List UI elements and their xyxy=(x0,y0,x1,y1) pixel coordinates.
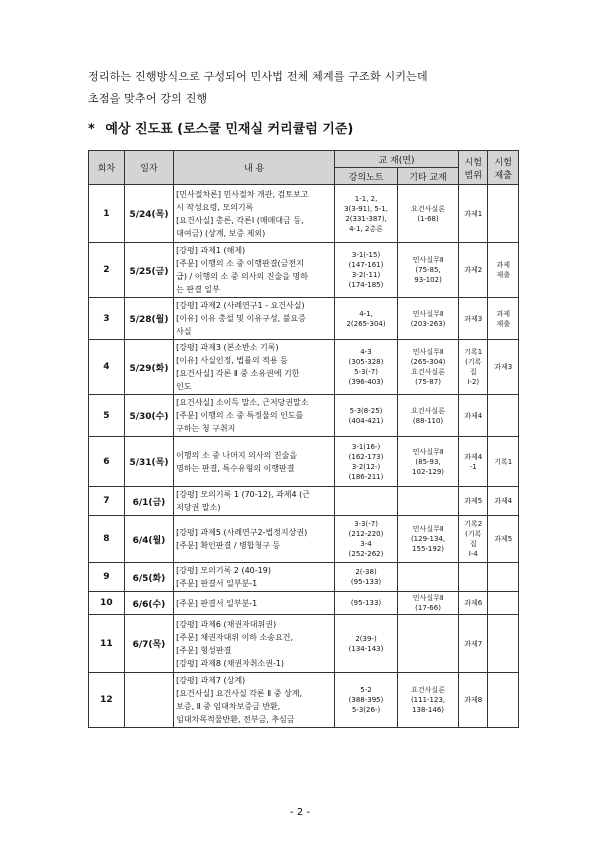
table-row xyxy=(89,395,519,437)
cell-lecture-notes xyxy=(334,487,397,516)
cell-lecture-notes-line: (404-421) xyxy=(348,416,384,425)
cell-content-line: 는 판결 일부 xyxy=(176,285,220,294)
cell-content-line: 보증, Ⅱ 중 임대차보증금 반환, xyxy=(176,702,281,711)
cell-exam-range xyxy=(459,592,488,615)
cell-lecture-notes-line: 3-1(16-) xyxy=(351,442,381,451)
table-row xyxy=(89,487,519,516)
cell-content xyxy=(174,516,335,563)
cell-other-materials-line: 요건사실론 xyxy=(411,204,445,213)
cell-lecture-notes xyxy=(334,437,397,487)
section-title: 예상 진도표 (로스쿨 민재실 커리큘럼 기준) xyxy=(105,122,354,137)
cell-lecture-notes-line: 5-3(26-) xyxy=(351,706,381,714)
cell-exam-range xyxy=(459,487,488,516)
cell-other-materials xyxy=(398,592,459,615)
table-row xyxy=(89,437,519,487)
cell-lecture-notes-line: 5-2 xyxy=(360,686,372,694)
cell-lecture-notes-line: 2(265-304) xyxy=(346,319,386,328)
cell-lecture-notes-line: 3-2(-11) xyxy=(351,271,381,279)
cell-content-line: 급) / 이행의 소 중 의사의 진술을 명하 xyxy=(176,272,308,281)
cell-lecture-notes-line: 3(3-91), 5-1, xyxy=(344,204,388,213)
cell-exam-range xyxy=(459,185,488,243)
cell-other-materials-line: 요건사실론 xyxy=(411,686,445,694)
cell-exam-submit xyxy=(488,563,519,592)
cell-content xyxy=(174,592,335,615)
cell-exam-range-line: 과제6 xyxy=(464,599,483,607)
cell-content-line: [강평] 모의기록 1 (70-12), 과제4 (근 xyxy=(176,490,310,499)
cell-lecture-notes xyxy=(334,516,397,563)
cell-lecture-notes-line: (95-133) xyxy=(350,578,382,586)
cell-lecture-notes-line: (95-133) xyxy=(350,599,382,607)
cell-exam-submit xyxy=(488,298,519,340)
cell-exam-range-line: 과제1 xyxy=(464,209,483,218)
table-row xyxy=(89,298,519,340)
cell-other-materials-line: 요건사실론 xyxy=(411,368,445,376)
cell-other-materials-line: (265-304) xyxy=(410,358,446,366)
cell-num: 3 xyxy=(89,298,125,340)
cell-other-materials xyxy=(398,185,459,243)
cell-exam-submit xyxy=(488,395,519,437)
cell-num: 10 xyxy=(89,592,125,615)
cell-exam-range-line: 집 xyxy=(469,368,477,376)
cell-date: 6/5(화) xyxy=(124,563,173,592)
cell-content xyxy=(174,487,335,516)
cell-exam-range xyxy=(459,298,488,340)
cell-content-line: [강평] 과제6 (채권자대위권) xyxy=(176,619,277,629)
cell-other-materials-line: 민사실무Ⅱ xyxy=(412,594,444,602)
cell-exam-range-line: 과제4 xyxy=(464,452,483,461)
cell-content xyxy=(174,340,335,395)
cell-lecture-notes-line: (212-220) xyxy=(348,530,384,538)
cell-other-materials-line: (111-123, xyxy=(410,696,446,704)
cell-other-materials-line: (85-93, xyxy=(415,457,441,466)
cell-lecture-notes-line: (305-328) xyxy=(348,358,384,366)
cell-content-line: [주문] 이행의 소 중 특정물의 인도를 xyxy=(176,411,304,420)
cell-other-materials xyxy=(398,563,459,592)
cell-lecture-notes xyxy=(334,592,397,615)
cell-content-line: [주문] 판결서 일부분-1 xyxy=(176,598,258,608)
cell-lecture-notes-line: (147-161) xyxy=(348,261,384,269)
cell-exam-range-line: 과제7 xyxy=(464,639,483,648)
cell-exam-range xyxy=(459,563,488,592)
intro-paragraph xyxy=(88,66,548,110)
cell-other-materials-line: (75-85, xyxy=(415,266,441,274)
cell-lecture-notes-line: (252-262) xyxy=(348,550,384,558)
cell-content xyxy=(174,615,335,673)
cell-other-materials-line: 민사실무Ⅱ xyxy=(412,256,444,264)
cell-other-materials-line: (17-66) xyxy=(415,604,441,612)
cell-lecture-notes-line: 4-1, 2총론 xyxy=(349,224,383,233)
cell-content-line: [이유] 이유 총설 및 이유구성, 불요증 xyxy=(176,314,306,323)
cell-other-materials xyxy=(398,615,459,673)
cell-content-line: 임대차목적물반환, 전부금, 추심금 xyxy=(176,715,295,724)
cell-content-line: [강평] 과제5 (사례연구2-법정지상권) xyxy=(176,528,308,537)
cell-exam-submit xyxy=(488,592,519,615)
table-row xyxy=(89,185,519,243)
cell-num: 8 xyxy=(89,516,125,563)
cell-lecture-notes-line: 1-1, 2, xyxy=(354,194,378,203)
cell-content xyxy=(174,673,335,728)
cell-content-line: 저당권 말소) xyxy=(176,503,221,512)
cell-other-materials-line: (1-68) xyxy=(417,214,439,223)
header-exam-submit: 시험제출 xyxy=(488,151,519,185)
cell-date: 6/7(목) xyxy=(124,615,173,673)
cell-num: 11 xyxy=(89,615,125,673)
cell-other-materials xyxy=(398,340,459,395)
cell-content xyxy=(174,298,335,340)
header-lecture-notes: 강의노트 xyxy=(334,168,397,185)
cell-lecture-notes-line: (186-211) xyxy=(348,472,384,481)
cell-lecture-notes-line: (388-395) xyxy=(348,696,384,704)
cell-content-line: 대여금) (상계, 보증 제외) xyxy=(176,228,266,238)
cell-num: 4 xyxy=(89,340,125,395)
cell-exam-range-line: Ⅰ-4 xyxy=(468,550,478,558)
cell-content-line: 인도 xyxy=(176,382,192,391)
cell-other-materials-line: 102-129) xyxy=(412,467,445,476)
asterisk-icon: * xyxy=(88,122,95,137)
cell-content-line: 시 작성요령, 모의기록 xyxy=(176,202,254,212)
cell-lecture-notes-line: 3-1(-15) xyxy=(351,251,381,259)
cell-content-line: [요건사실] 소이득 말소, 근저당권말소 xyxy=(176,398,309,407)
cell-num: 2 xyxy=(89,243,125,298)
cell-exam-range-line: (기록 xyxy=(465,358,482,366)
cell-num: 5 xyxy=(89,395,125,437)
table-row xyxy=(89,340,519,395)
cell-exam-range-line: 기록2 xyxy=(464,520,483,528)
cell-exam-submit-line: 과제4 xyxy=(494,497,513,505)
cell-lecture-notes xyxy=(334,615,397,673)
cell-exam-range-line: 과제8 xyxy=(464,696,483,704)
cell-content-line: [주문] 판결서 일부분-1 xyxy=(176,579,258,588)
table-row xyxy=(89,563,519,592)
cell-lecture-notes xyxy=(334,185,397,243)
cell-content-line: [주문] 이행의 소 중 이행판결(금전지 xyxy=(176,259,304,268)
cell-lecture-notes-line: 3-2(12-) xyxy=(351,462,381,471)
cell-content xyxy=(174,563,335,592)
cell-other-materials-line: 민사실무Ⅱ xyxy=(412,525,444,533)
cell-other-materials-line: 요건사실론 xyxy=(411,406,445,415)
cell-content-line: [강평] 과제7 (상계) xyxy=(176,676,246,685)
cell-exam-range xyxy=(459,243,488,298)
cell-lecture-notes-line: 3-3(-7) xyxy=(354,520,378,528)
cell-exam-range xyxy=(459,673,488,728)
schedule-table xyxy=(88,150,519,728)
cell-other-materials xyxy=(398,243,459,298)
cell-num: 6 xyxy=(89,437,125,487)
cell-content-line: [요건사실] 각론 Ⅱ 중 소유권에 기한 xyxy=(176,369,300,378)
cell-content-line: [주문] 확인판결 / 병합청구 등 xyxy=(176,541,281,550)
cell-lecture-notes-line: (162-173) xyxy=(348,452,384,461)
cell-exam-range-line: 집 xyxy=(469,540,477,548)
cell-content-line: [요건사실] 총론, 각론Ⅰ (매매대금 등, xyxy=(176,215,304,225)
cell-other-materials-line: 138-146) xyxy=(412,706,445,714)
table-row xyxy=(89,673,519,728)
cell-num: 9 xyxy=(89,563,125,592)
cell-exam-range-line: 과제3 xyxy=(464,314,483,323)
cell-lecture-notes xyxy=(334,298,397,340)
table-row xyxy=(89,592,519,615)
cell-content-line: [주문] 형성판결 xyxy=(176,645,232,655)
cell-lecture-notes-line: 5-3(8-25) xyxy=(349,406,383,415)
cell-exam-submit xyxy=(488,516,519,563)
cell-date: 5/29(화) xyxy=(124,340,173,395)
cell-lecture-notes-line: 2(39-) xyxy=(355,634,377,643)
cell-content xyxy=(174,185,335,243)
cell-other-materials-line: (88-110) xyxy=(412,416,444,425)
cell-content xyxy=(174,437,335,487)
cell-exam-range-line: 과제2 xyxy=(464,266,483,274)
header-content: 내 용 xyxy=(174,151,335,185)
cell-date: 6/6(수) xyxy=(124,592,173,615)
cell-exam-submit-line: 과제5 xyxy=(494,535,513,543)
cell-other-materials-line: 민사실무Ⅱ xyxy=(412,309,444,318)
cell-lecture-notes-line: 4-1, xyxy=(359,309,373,318)
cell-date: 5/25(금) xyxy=(124,243,173,298)
table-row xyxy=(89,243,519,298)
table-header-row xyxy=(89,151,519,168)
cell-lecture-notes-line: 4-3 xyxy=(360,348,372,356)
cell-exam-range xyxy=(459,516,488,563)
cell-exam-range-line: (기록 xyxy=(465,530,482,538)
cell-lecture-notes-line: 2(-38) xyxy=(355,568,377,576)
cell-content-line: 구하는 청 구취지 xyxy=(176,424,236,433)
header-other-materials: 기타 교재 xyxy=(398,168,459,185)
cell-exam-submit xyxy=(488,340,519,395)
cell-exam-range-line: 과제5 xyxy=(464,497,483,505)
cell-content xyxy=(174,395,335,437)
cell-other-materials-line: 155-192) xyxy=(412,545,445,553)
cell-exam-submit xyxy=(488,487,519,516)
cell-exam-submit-line: 제출 xyxy=(496,319,510,328)
header-exam-range: 시험범위 xyxy=(459,151,488,185)
schedule-table-body xyxy=(89,185,519,728)
cell-date: 6/4(월) xyxy=(124,516,173,563)
cell-content-line: 명하는 판결, 특수유형의 이행판결 xyxy=(176,463,295,473)
cell-exam-range xyxy=(459,615,488,673)
cell-date: 5/28(월) xyxy=(124,298,173,340)
intro-line-2: 초점을 맞추어 강의 진행 xyxy=(88,92,208,105)
cell-exam-submit-line: 과제 xyxy=(496,309,510,318)
cell-content-line: [강평] 과제8 (채권자취소권-1) xyxy=(176,658,285,668)
cell-lecture-notes-line: 2(331-387), xyxy=(345,214,387,223)
table-row xyxy=(89,615,519,673)
cell-exam-submit-line: 과제 xyxy=(496,261,510,269)
cell-num: 12 xyxy=(89,673,125,728)
cell-other-materials-line: (75-87) xyxy=(415,378,441,386)
cell-lecture-notes xyxy=(334,395,397,437)
cell-other-materials xyxy=(398,395,459,437)
cell-content-line: [이유] 사실인정, 법률의 적용 등 xyxy=(176,356,288,365)
cell-exam-range xyxy=(459,437,488,487)
cell-date: 5/31(목) xyxy=(124,437,173,487)
cell-exam-submit xyxy=(488,615,519,673)
cell-content-line: [강평] 모의기록 2 (40-19) xyxy=(176,566,271,575)
cell-content-line: 이행의 소 중 나머지 의사의 진술을 xyxy=(176,450,298,460)
cell-exam-submit xyxy=(488,673,519,728)
intro-line-1: 정리하는 진행방식으로 구성되어 민사법 전체 체계를 구조화 시키는데 xyxy=(88,70,428,83)
cell-exam-submit xyxy=(488,243,519,298)
cell-exam-submit xyxy=(488,185,519,243)
table-row xyxy=(89,516,519,563)
cell-lecture-notes-line: (396-403) xyxy=(348,378,384,386)
cell-content-line: [요건사실] 요건사실 각론 Ⅱ 중 상계, xyxy=(176,689,303,698)
cell-other-materials-line: 민사실무Ⅱ xyxy=(412,447,444,456)
cell-lecture-notes xyxy=(334,243,397,298)
cell-other-materials xyxy=(398,298,459,340)
cell-lecture-notes xyxy=(334,673,397,728)
page-number: - 2 - xyxy=(290,807,310,818)
cell-exam-range xyxy=(459,395,488,437)
cell-lecture-notes-line: 5-3(-7) xyxy=(354,368,378,376)
cell-exam-submit-line: 과제3 xyxy=(494,363,513,371)
cell-other-materials xyxy=(398,437,459,487)
cell-other-materials xyxy=(398,487,459,516)
cell-exam-submit xyxy=(488,437,519,487)
cell-exam-submit-line: 제출 xyxy=(496,271,510,279)
cell-num: 7 xyxy=(89,487,125,516)
cell-date: 6/1(금) xyxy=(124,487,173,516)
cell-content-line: [주문] 채권자대위 이하 소송요건, xyxy=(176,632,294,642)
cell-other-materials-line: 93-102) xyxy=(414,276,442,284)
section-heading xyxy=(88,118,353,137)
cell-lecture-notes xyxy=(334,563,397,592)
cell-other-materials-line: (203-263) xyxy=(410,319,446,328)
cell-exam-range xyxy=(459,340,488,395)
cell-lecture-notes xyxy=(334,340,397,395)
cell-other-materials-line: 민사실무Ⅱ xyxy=(412,348,444,356)
cell-lecture-notes-line: (174-185) xyxy=(348,281,384,289)
cell-lecture-notes-line: (134-143) xyxy=(348,644,384,653)
cell-num: 1 xyxy=(89,185,125,243)
cell-exam-range-line: Ⅰ-2) xyxy=(467,378,480,386)
cell-content-line: 사실 xyxy=(176,327,192,336)
header-materials: 교 재(면) xyxy=(334,151,458,168)
cell-other-materials xyxy=(398,673,459,728)
cell-other-materials xyxy=(398,516,459,563)
header-num: 회차 xyxy=(89,151,125,185)
cell-exam-range-line: -1 xyxy=(469,462,477,471)
cell-content xyxy=(174,243,335,298)
cell-date: 5/30(수) xyxy=(124,395,173,437)
cell-other-materials-line: (129-134, xyxy=(410,535,446,543)
header-date: 일자 xyxy=(124,151,173,185)
cell-exam-range-line: 과제4 xyxy=(464,411,483,420)
cell-content-line: [강평] 과제3 (본소반소 기록) xyxy=(176,343,279,352)
cell-date xyxy=(124,673,173,728)
cell-content-line: [민사절차론] 민사절차 개관, 검토보고 xyxy=(176,189,309,199)
cell-exam-submit-line: 기록1 xyxy=(494,457,513,466)
cell-date: 5/24(목) xyxy=(124,185,173,243)
cell-lecture-notes-line: 3-4 xyxy=(360,540,372,548)
cell-content-line: [강평] 과제2 (사례연구1 - 요건사실) xyxy=(176,301,305,310)
cell-exam-range-line: 기록1 xyxy=(464,348,483,356)
cell-content-line: [강평] 과제1 (해제) xyxy=(176,246,246,255)
